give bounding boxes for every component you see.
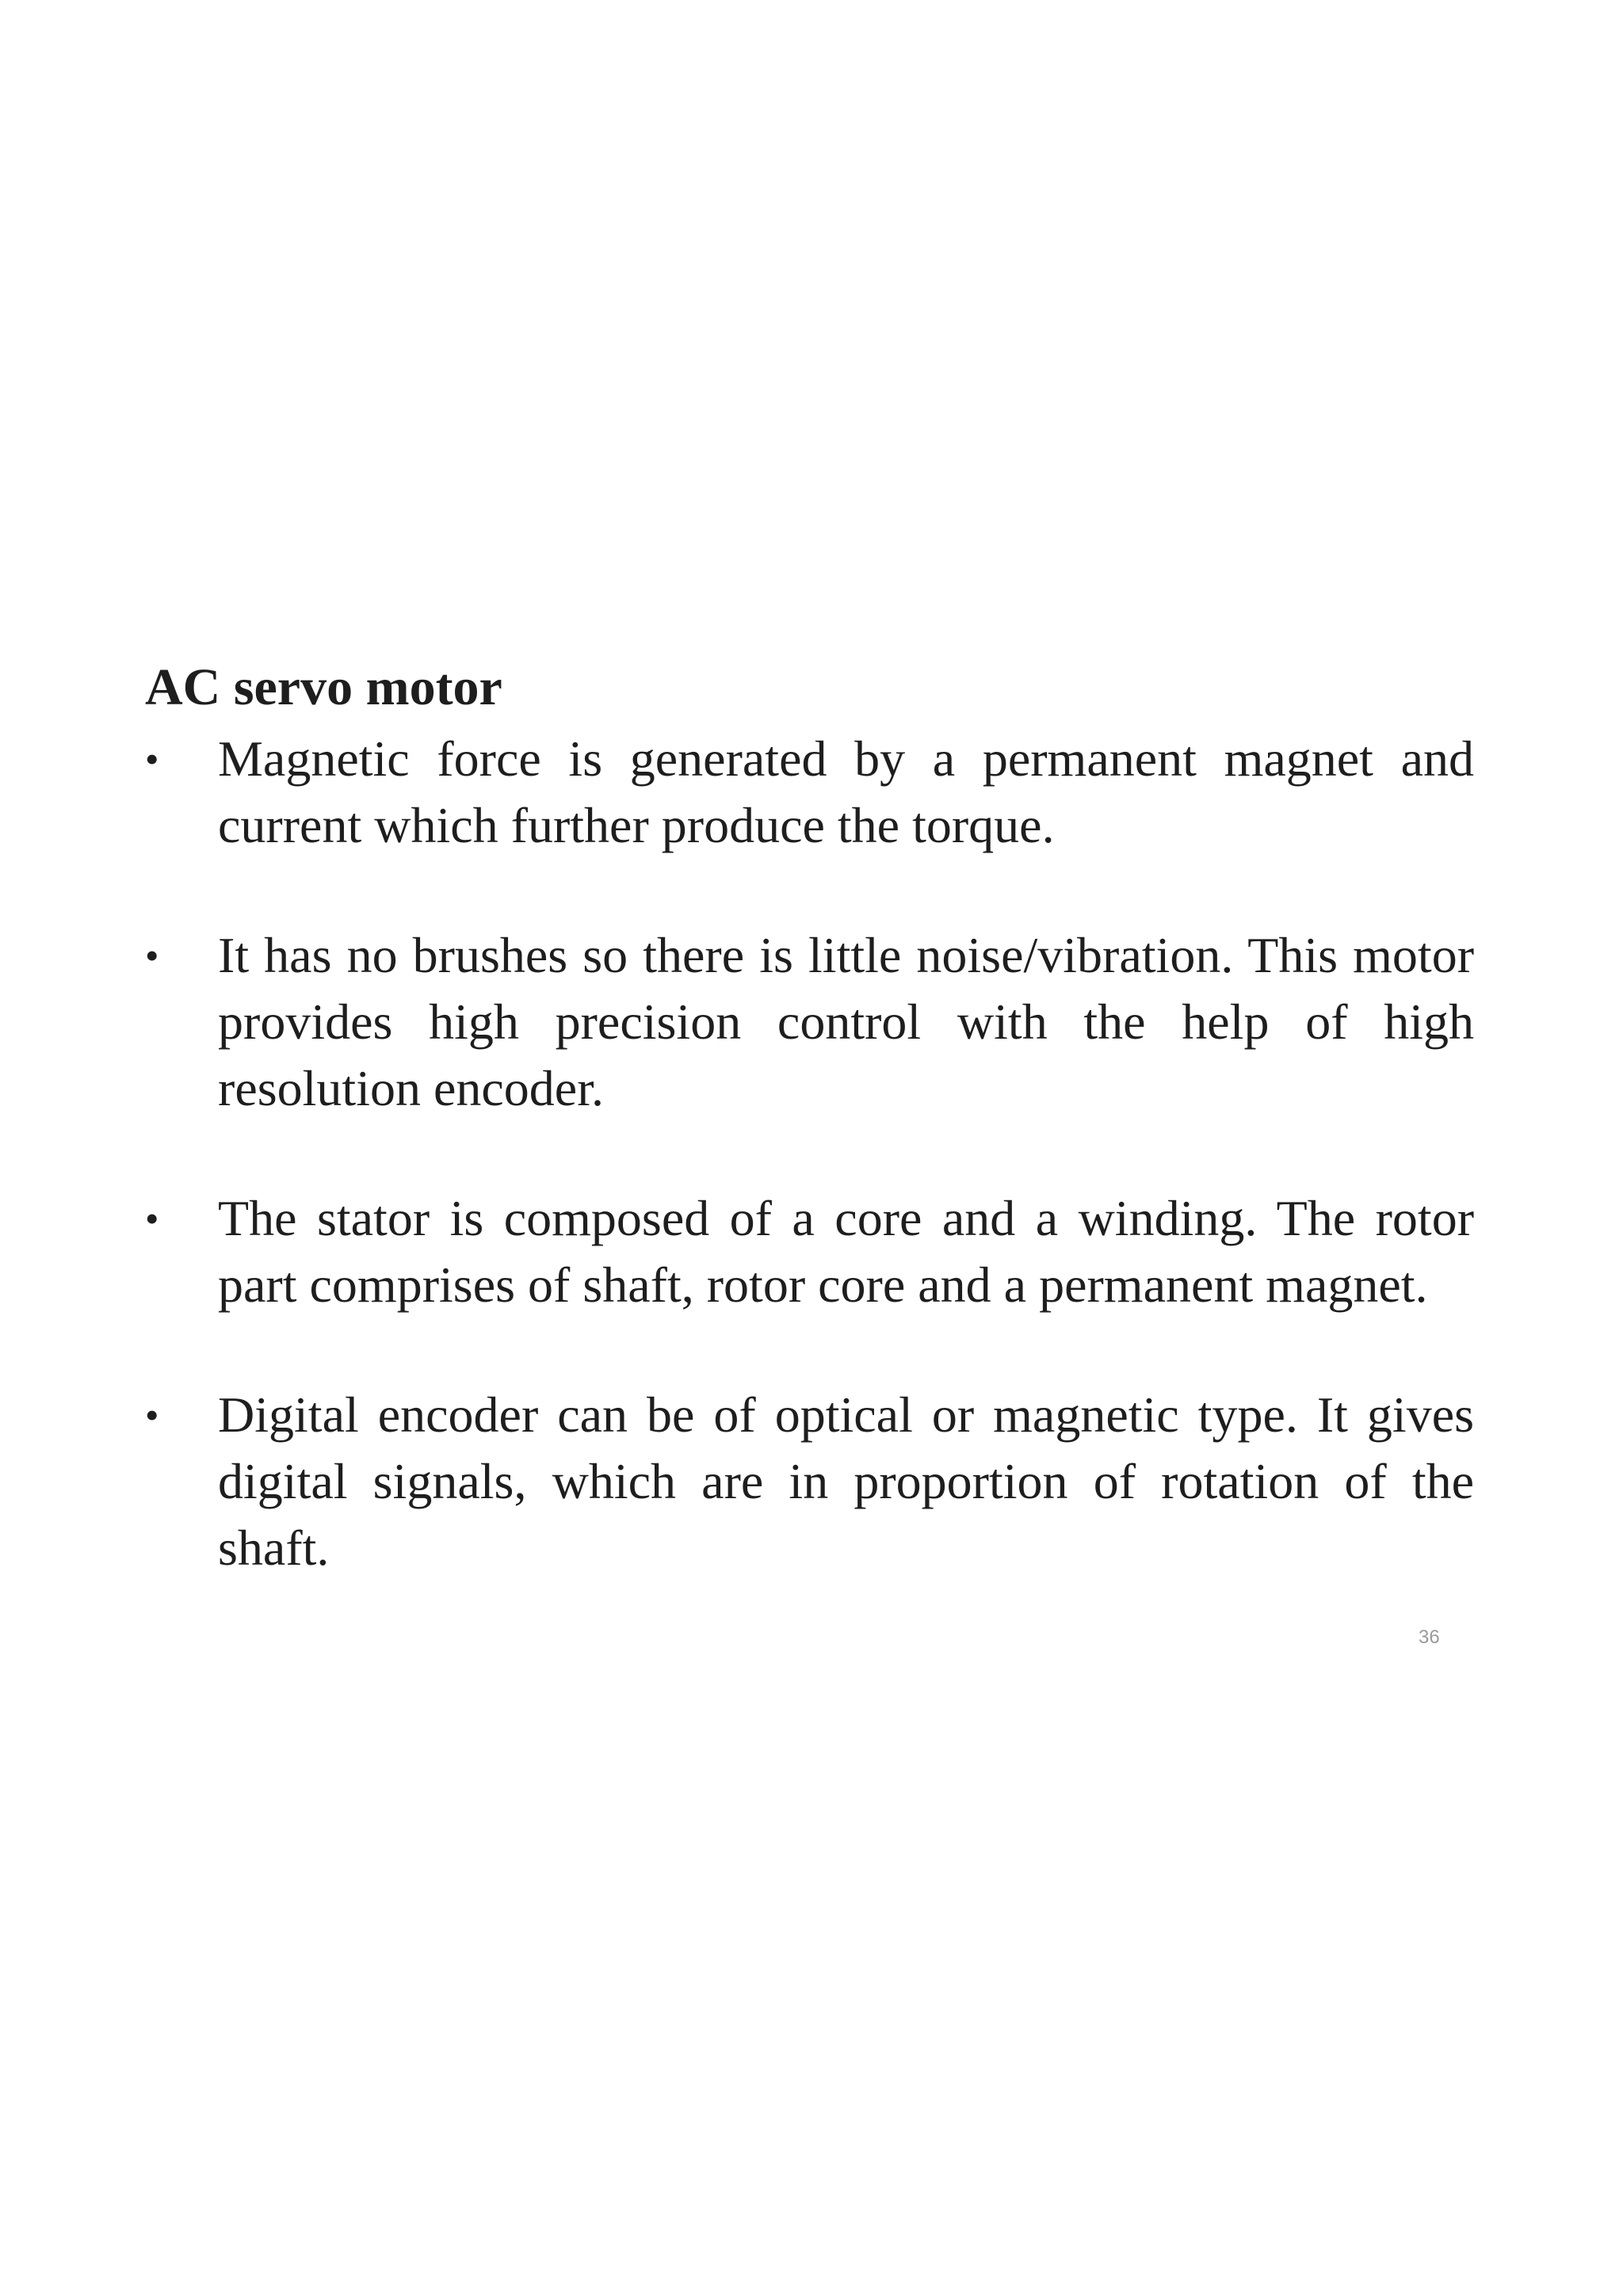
bullet-dot-icon: • <box>145 1393 159 1437</box>
bullet-text: The stator is composed of a core and a winding. The rotor part comprises of shaft, rotor core and a permanent magnet. <box>218 1190 1474 1313</box>
bullet-item <box>145 1185 1474 1318</box>
bullet-text: Digital encoder can be of optical or magnetic type. It gives digital signals, which are in proportion of rotation of the shaft. <box>218 1386 1474 1576</box>
bullet-dot-icon: • <box>145 737 159 781</box>
page-number: 36 <box>1419 1627 1440 1648</box>
bullet-dot-icon: • <box>145 1196 159 1241</box>
bullet-text: It has no brushes so there is little noise/vibration. This motor provides high precision control with the help of high resolution encoder. <box>218 927 1474 1116</box>
bullet-item <box>145 726 1474 859</box>
slide-title: AC servo motor <box>145 658 502 716</box>
bullet-text: Magnetic force is generated by a permanent magnet and current which further produce the torque. <box>218 730 1474 853</box>
bullet-item <box>145 1382 1474 1581</box>
bullet-list <box>145 726 1474 1581</box>
bullet-item <box>145 922 1474 1122</box>
bullet-dot-icon: • <box>145 933 159 978</box>
